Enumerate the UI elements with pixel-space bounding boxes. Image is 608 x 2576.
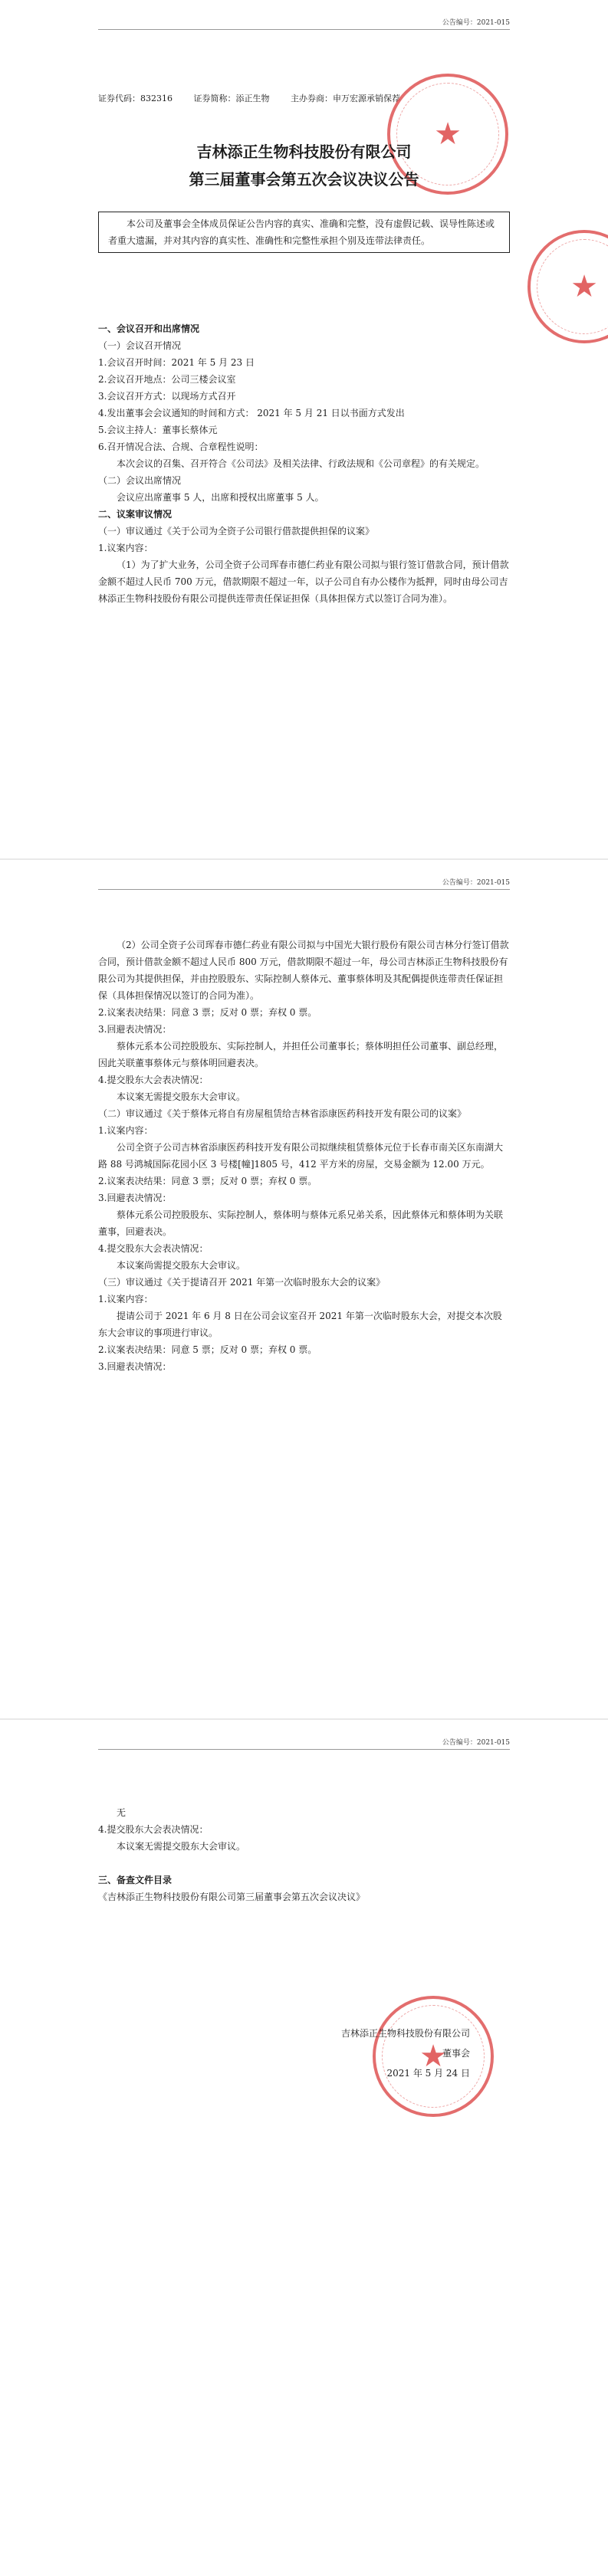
- header-divider: [98, 29, 510, 30]
- page-header-number: 公告编号：2021-015: [442, 19, 510, 27]
- signature-board: 董事会: [442, 2048, 470, 2059]
- p2-paragraph: 2.议案表决结果：同意 5 票；反对 0 票；弃权 0 票。: [98, 1344, 317, 1355]
- p2-paragraph: 1.议案内容：: [98, 1294, 153, 1304]
- p1-paragraph: 二、议案审议情况: [98, 509, 173, 520]
- p2-paragraph: （三）审议通过《关于提请召开 2021 年第一次临时股东大会的议案》: [98, 1277, 386, 1288]
- p3-paragraph: 本议案无需提交股东大会审议。: [117, 1841, 246, 1852]
- p2-paragraph: （二）审议通过《关于蔡体元将自有房屋租赁给吉林省添康医药科技开发有限公司的议案》: [98, 1108, 467, 1119]
- p2-paragraph: 2.议案表决结果：同意 3 票；反对 0 票；弃权 0 票。: [98, 1176, 317, 1186]
- p1-paragraph: 1.会议召开时间：2021 年 5 月 23 日: [98, 357, 255, 368]
- p3-paragraph: [98, 1855, 510, 1872]
- signature-company: 吉林添正生物科技股份有限公司: [340, 2028, 470, 2039]
- p2-paragraph: 3.回避表决情况：: [98, 1193, 172, 1203]
- p2-paragraph: 本议案尚需提交股东大会审议。: [117, 1260, 246, 1271]
- document-page-3: [0, 1720, 608, 2576]
- p2-paragraph: （2）公司全资子公司珲春市德仁药业有限公司拟与中国光大银行股份有限公司吉林分行签订借款合同，预计借款金额不超过人民币 800 万元，借款期限不超过一年，母公司吉林添正生物科技股份有限公司为其提供担保，并由控股股东、实际控制人蔡体元、董事蔡体明及其配偶提供连带责任保证担保（具体担保情况以签订的合同为准）。: [98, 940, 509, 1001]
- p2-paragraph: 3.回避表决情况：: [98, 1361, 172, 1372]
- p1-paragraph: （一）审议通过《关于公司为全资子公司银行借款提供担保的议案》: [98, 526, 375, 537]
- p1-paragraph: （二）会议出席情况: [98, 475, 182, 486]
- p1-paragraph: 3.会议召开方式：以现场方式召开: [98, 391, 236, 402]
- signature-block: [341, 2023, 470, 2083]
- p1-paragraph: 4.发出董事会会议通知的时间和方式： 2021 年 5 月 21 日以书面方式发出: [98, 408, 405, 418]
- p1-paragraph: 会议应出席董事 5 人，出席和授权出席董事 5 人。: [117, 492, 324, 503]
- side-seal-stamp: ★: [527, 230, 608, 343]
- p3-paragraph: 无: [117, 1807, 127, 1818]
- p2-paragraph: 2.议案表决结果：同意 3 票；反对 0 票；弃权 0 票。: [98, 1007, 317, 1018]
- body-text-page-1: [98, 320, 510, 607]
- p2-paragraph: 4.提交股东大会表决情况：: [98, 1243, 209, 1254]
- p2-paragraph: 提请公司于 2021 年 6 月 8 日在公司会议室召开 2021 年第一次临时股东大会，对提交本次股东大会审议的事项进行审议。: [98, 1311, 502, 1338]
- p2-paragraph: 本议案无需提交股东大会审议。: [117, 1091, 246, 1102]
- p2-paragraph: 4.提交股东大会表决情况：: [98, 1075, 209, 1085]
- body-text-page-2: [98, 937, 510, 1375]
- p1-paragraph: 本次会议的召集、召开符合《公司法》及相关法律、行政法规和《公司章程》的有关规定。: [117, 458, 485, 469]
- header-divider: [98, 1749, 510, 1750]
- security-code: 证券代码：832316: [98, 94, 173, 103]
- announcement-title: 第三届董事会第五次会议决议公告: [189, 170, 419, 189]
- header-divider: [98, 889, 510, 890]
- p1-paragraph: 1.议案内容：: [98, 543, 153, 553]
- p2-paragraph: 公司全资子公司吉林省添康医药科技开发有限公司拟继续租赁蔡体元位于长春市南关区东南湖大路 88 号鸿城国际花园小区 3 号楼[幢]1805 号，412 平方米的房屋，交易金额为 12.00 万元。: [98, 1142, 504, 1170]
- security-name: 证券简称：添正生物: [193, 94, 270, 103]
- body-text-page-3: [98, 1804, 510, 1905]
- document-page-2: [0, 860, 608, 1718]
- p1-paragraph: 6.召开情况合法、合规、合章程性说明：: [98, 441, 264, 452]
- p2-paragraph: 蔡体元系公司控股股东、实际控制人，蔡体明与蔡体元系兄弟关系，因此蔡体元和蔡体明为关联董事，回避表决。: [98, 1209, 504, 1237]
- signature-seal-stamp: ★: [373, 1996, 494, 2117]
- p3-paragraph: 4.提交股东大会表决情况：: [98, 1824, 209, 1835]
- p1-paragraph: 2.会议召开地点：公司三楼会议室: [98, 374, 236, 385]
- signature-date: 2021 年 5 月 24 日: [386, 2068, 470, 2079]
- document-page-1: [0, 0, 608, 858]
- p2-paragraph: 蔡体元系本公司控股股东、实际控制人，并担任公司董事长；蔡体明担任公司董事、副总经理，因此关联董事蔡体元与蔡体明回避表决。: [98, 1041, 504, 1068]
- company-seal-stamp: ★: [387, 74, 508, 195]
- p1-paragraph: 5.会议主持人：董事长蔡体元: [98, 425, 218, 435]
- page-header-number: 公告编号：2021-015: [442, 1739, 510, 1747]
- page-header-number: 公告编号：2021-015: [442, 879, 510, 887]
- p1-paragraph: （1）为了扩大业务，公司全资子公司珲春市德仁药业有限公司拟与银行签订借款合同，预计借款金额不超过人民币 700 万元，借款期限不超过一年，以子公司自有办公楼作为抵押，同时由母公司吉林添正生物科技股份有限公司提供连带责任保证担保（具体担保方式以签订合同为准）。: [98, 560, 509, 604]
- p2-paragraph: 1.议案内容：: [98, 1125, 153, 1136]
- p1-paragraph: 一、会议召开和出席情况: [98, 323, 200, 334]
- p3-paragraph: 《吉林添正生物科技股份有限公司第三届董事会第五次会议决议》: [98, 1892, 366, 1902]
- company-title: 吉林添正生物科技股份有限公司: [196, 143, 412, 161]
- p1-paragraph: （一）会议召开情况: [98, 340, 182, 351]
- p3-paragraph: 三、备查文件目录: [98, 1875, 173, 1885]
- p2-paragraph: 3.回避表决情况：: [98, 1024, 172, 1035]
- disclaimer-box: 本公司及董事会全体成员保证公告内容的真实、准确和完整，没有虚假记载、误导性陈述或者重大遗漏，并对其内容的真实性、准确性和完整性承担个别及连带法律责任。: [98, 212, 510, 253]
- broker: 主办券商：申万宏源承销保荐: [291, 94, 400, 103]
